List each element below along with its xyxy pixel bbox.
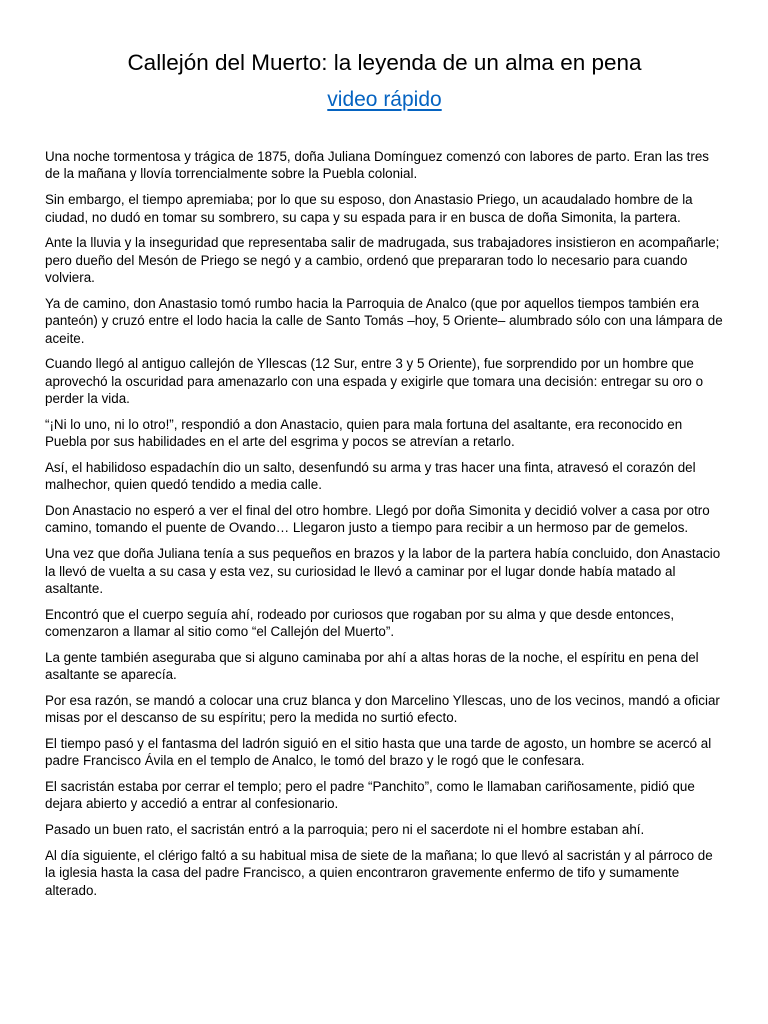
paragraph: Sin embargo, el tiempo apremiaba; por lo que su esposo, don Anastasio Priego, un acaudalado hombre de la ciudad, no dudó en tomar su sombrero, su capa y su espada para ir en busca de doña Simonita, la partera. bbox=[45, 192, 693, 225]
paragraph: “¡Ni lo uno, ni lo otro!”, respondió a don Anastacio, quien para mala fortuna del asaltante, era reconocido en Puebla por sus habilidades en el arte del esgrima y pocos se atrevían a retarlo. bbox=[45, 416, 683, 450]
paragraph: Por esa razón, se mandó a colocar una cruz blanca y don Marcelino Yllescas, uno de los vecinos, mandó a oficiar misas por el descanso de su espíritu; pero la medida no surtió efecto. bbox=[45, 692, 720, 726]
paragraph: El tiempo pasó y el fantasma del ladrón siguió en el sitio hasta que una tarde de agosto, un hombre se acercó al padre Francisco Ávila en el templo de Analco, le tomó del brazo y le rogó que le confesara. bbox=[45, 735, 712, 769]
paragraph: Una vez que doña Juliana tenía a sus pequeños en brazos y la labor de la partera había concluido, don Anastacio la llevó de vuelta a su casa y esta vez, su curiosidad le llevó a caminar por el lugar donde había matado al asaltante. bbox=[45, 546, 721, 596]
paragraph: Encontró que el cuerpo seguía ahí, rodeado por curiosos que rogaban por su alma y que desde entonces, comenzaron a llamar al sitio como “el Callejón del Muerto”. bbox=[45, 606, 675, 640]
article-body bbox=[45, 148, 724, 899]
paragraph: El sacristán estaba por cerrar el templo; pero el padre “Panchito”, como le llamaban cariñosamente, pidió que dejara abierto y accedió a entrar al confesionario. bbox=[45, 779, 695, 812]
video-link[interactable]: video rápido bbox=[327, 88, 442, 111]
paragraph: Así, el habilidoso espadachín dio un salto, desenfundó su arma y tras hacer una finta, atravesó el corazón del malhechor, quien quedó tendido a media calle. bbox=[45, 459, 696, 493]
document-title: Callejón del Muerto: la leyenda de un alma en pena bbox=[127, 50, 642, 75]
paragraph: La gente también aseguraba que si alguno caminaba por ahí a altas horas de la noche, el espíritu en pena del asaltante se aparecía. bbox=[45, 649, 699, 683]
paragraph: Al día siguiente, el clérigo faltó a su habitual misa de siete de la mañana; lo que llevó al sacristán y al párroco de la iglesia hasta la casa del padre Francisco, a quien encontraron gravemente enfermo de tifo y sumamente alterado. bbox=[45, 847, 713, 898]
paragraph: Pasado un buen rato, el sacristán entró a la parroquia; pero ni el sacerdote ni el hombre estaban ahí. bbox=[45, 822, 645, 838]
paragraph: Ante la lluvia y la inseguridad que representaba salir de madrugada, sus trabajadores insistieron en acompañarle; pero dueño del Mesón de Priego se negó y a cambio, ordenó que prepararan todo lo necesario para cuando volviera. bbox=[45, 235, 720, 286]
paragraph: Ya de camino, don Anastasio tomó rumbo hacia la Parroquia de Analco (que por aquellos tiempos también era panteón) y cruzó entre el lodo hacia la calle de Santo Tomás –hoy, 5 Oriente– alumbrado sólo con una lámpara de aceite. bbox=[45, 295, 723, 346]
paragraph: Don Anastacio no esperó a ver el final del otro hombre. Llegó por doña Simonita y decidió volver a casa por otro camino, tomando el puente de Ovando… Llegaron justo a tiempo para recibir a un hermoso par de gemelos. bbox=[45, 502, 710, 536]
paragraph: Cuando llegó al antiguo callejón de Yllescas (12 Sur, entre 3 y 5 Oriente), fue sorprendido por un hombre que aprovechó la oscuridad para amenazarlo con una espada y exigirle que tomara una decisión: entregar su oro o perder la vida. bbox=[45, 356, 704, 407]
paragraph: Una noche tormentosa y trágica de 1875, doña Juliana Domínguez comenzó con labores de parto. Eran las tres de la mañana y llovía torrencialmente sobre la Puebla colonial. bbox=[45, 149, 709, 182]
